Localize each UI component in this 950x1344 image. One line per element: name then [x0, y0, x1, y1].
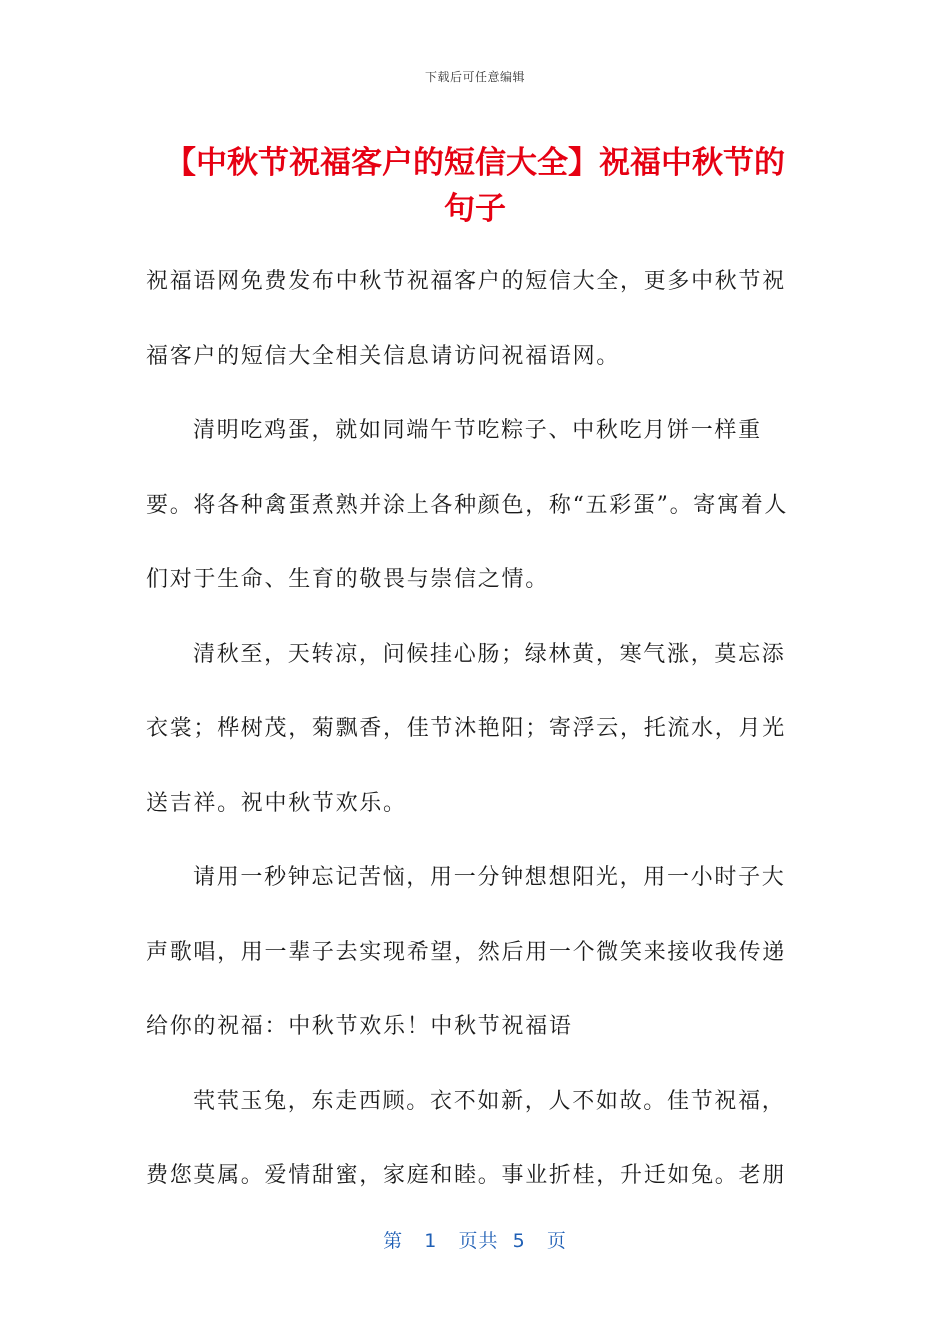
footer-middle: 页共 [458, 1230, 499, 1252]
header-note: 下载后可任意编辑 [424, 70, 525, 84]
footer-page-number: 1 [424, 1230, 438, 1252]
paragraph: 清秋至，天转凉，问候挂心肠；绿林黄，寒气涨，莫忘添衣裳；桦树茂，菊飘香，佳节沐艳阳；寄浮云，托流水，月光送吉祥。祝中秋节欢乐。 [146, 641, 786, 816]
paragraph: 茕茕玉兔，东走西顾。衣不如新，人不如故。佳节祝福，费您莫属。爱情甜蜜，家庭和睦。事业折桂，升迁如兔。老朋 [146, 1088, 786, 1188]
footer-total-pages: 5 [512, 1230, 526, 1252]
paragraph: 祝福语网免费发布中秋节祝福客户的短信大全，更多中秋节祝福客户的短信大全相关信息请访问祝福语网。 [146, 269, 786, 369]
footer-prefix: 第 [383, 1230, 404, 1252]
document-title: 【中秋节祝福客户的短信大全】祝福中秋节的句子 [165, 145, 785, 227]
paragraph: 请用一秒钟忘记苦恼，用一分钟想想阳光，用一小时子大声歌唱，用一辈子去实现希望，然后用一个微笑来接收我传递给你的祝福：中秋节欢乐！中秋节祝福语 [146, 865, 786, 1039]
paragraph: 清明吃鸡蛋，就如同端午节吃粽子、中秋吃月饼一样重要。将各种禽蛋煮熟并涂上各种颜色，称“五彩蛋”。寄寓着人们对于生命、生育的敬畏与崇信之情。 [146, 418, 789, 592]
footer-suffix: 页 [546, 1230, 567, 1252]
document-body [146, 245, 806, 1214]
page-footer [0, 1226, 950, 1253]
